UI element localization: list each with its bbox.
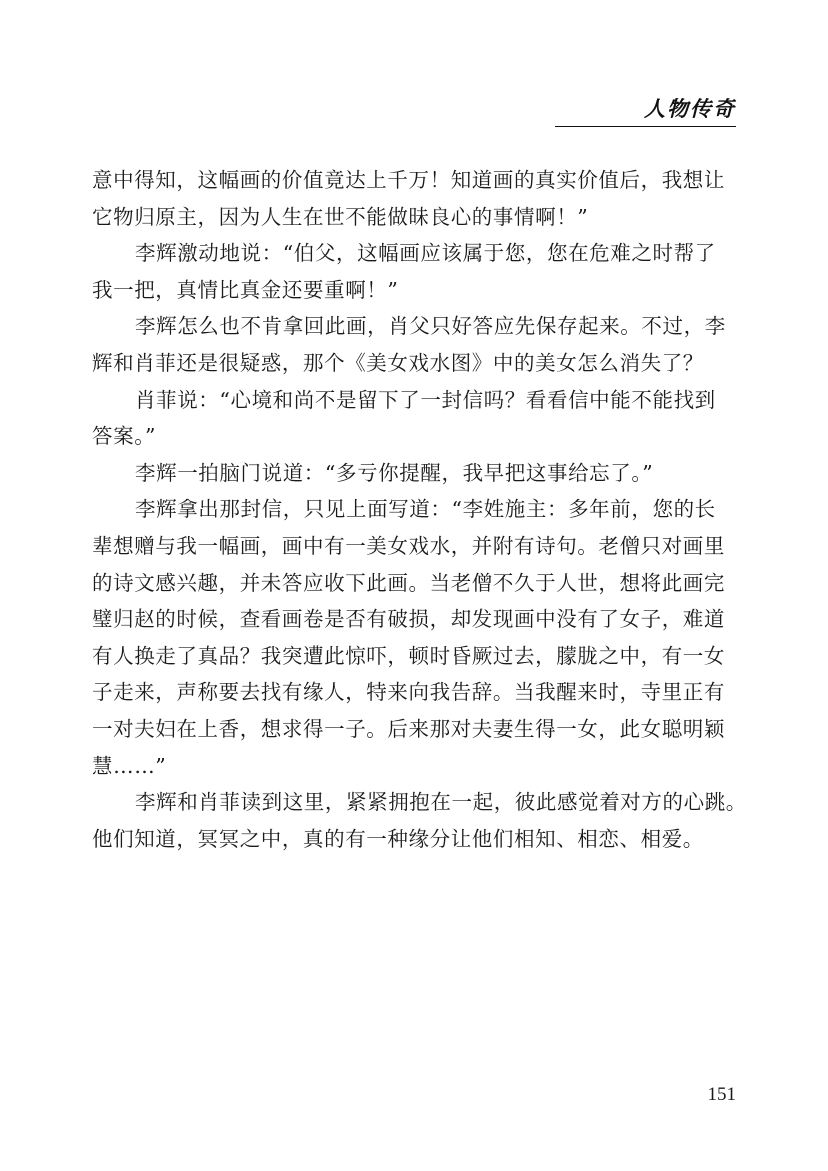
running-header bbox=[555, 94, 736, 130]
page-number: 151 bbox=[707, 1084, 736, 1105]
text-line: 李辉拿出那封信，只见上面写道：“李姓施主：多年前，您的长 bbox=[135, 497, 716, 522]
text-line: 答案。” bbox=[92, 424, 157, 449]
paragraph-6 bbox=[92, 491, 742, 784]
paragraph-7 bbox=[92, 784, 747, 857]
paragraph-3 bbox=[92, 308, 742, 381]
body-text bbox=[92, 162, 747, 857]
text-line: 辉和肖菲还是很疑惑，那个《美女戏水图》中的美女怎么消失了？ bbox=[92, 350, 704, 375]
text-line: 我一把，真情比真金还要重啊！” bbox=[92, 277, 399, 302]
paragraph-4 bbox=[92, 382, 742, 455]
text-line: 有人换走了真品？我突遭此惊吓，顿时昏厥过去，朦胧之中，有一女 bbox=[92, 643, 725, 668]
text-line: 慧……” bbox=[92, 753, 167, 778]
text-line: 李辉一拍脑门说道：“多亏你提醒，我早把这事给忘了。” bbox=[135, 460, 654, 485]
text-line: 子走来，声称要去找有缘人，特来向我告辞。当我醒来时，寺里正有 bbox=[92, 680, 725, 705]
paragraph-2 bbox=[92, 235, 742, 308]
text-line: 李辉怎么也不肯拿回此画，肖父只好答应先保存起来。不过，李 bbox=[135, 314, 726, 339]
text-line: 的诗文感兴趣，并未答应收下此画。当老僧不久于人世，想将此画完 bbox=[92, 570, 725, 595]
header-rule bbox=[555, 126, 736, 127]
text-line: 它物归原主，因为人生在世不能做昧良心的事情啊！” bbox=[92, 204, 589, 229]
text-line: 李辉和肖菲读到这里，紧紧拥抱在一起，彼此感觉着对方的心跳。 bbox=[135, 790, 747, 815]
text-line: 意中得知，这幅画的价值竟达上千万！知道画的真实价值后，我想让 bbox=[92, 168, 725, 192]
text-line: 肖菲说：“心境和尚不是留下了一封信吗？看看信中能不能找到 bbox=[135, 387, 716, 412]
text-line: 李辉激动地说：“伯父，这幅画应该属于您，您在危难之时帮了 bbox=[135, 241, 716, 266]
text-line: 璧归赵的时候，查看画卷是否有破损，却发现画中没有了女子，难道 bbox=[92, 607, 725, 632]
section-title: 人物传奇 bbox=[644, 97, 736, 121]
paragraph-1 bbox=[92, 162, 742, 235]
text-line: 一对夫妇在上香，想求得一子。后来那对夫妻生得一女，此女聪明颖 bbox=[92, 716, 725, 741]
paragraph-5 bbox=[92, 455, 742, 492]
text-line: 他们知道，冥冥之中，真的有一种缘分让他们相知、相恋、相爱。 bbox=[92, 826, 704, 851]
text-line: 辈想赠与我一幅画，画中有一美女戏水，并附有诗句。老僧只对画里 bbox=[92, 533, 725, 558]
